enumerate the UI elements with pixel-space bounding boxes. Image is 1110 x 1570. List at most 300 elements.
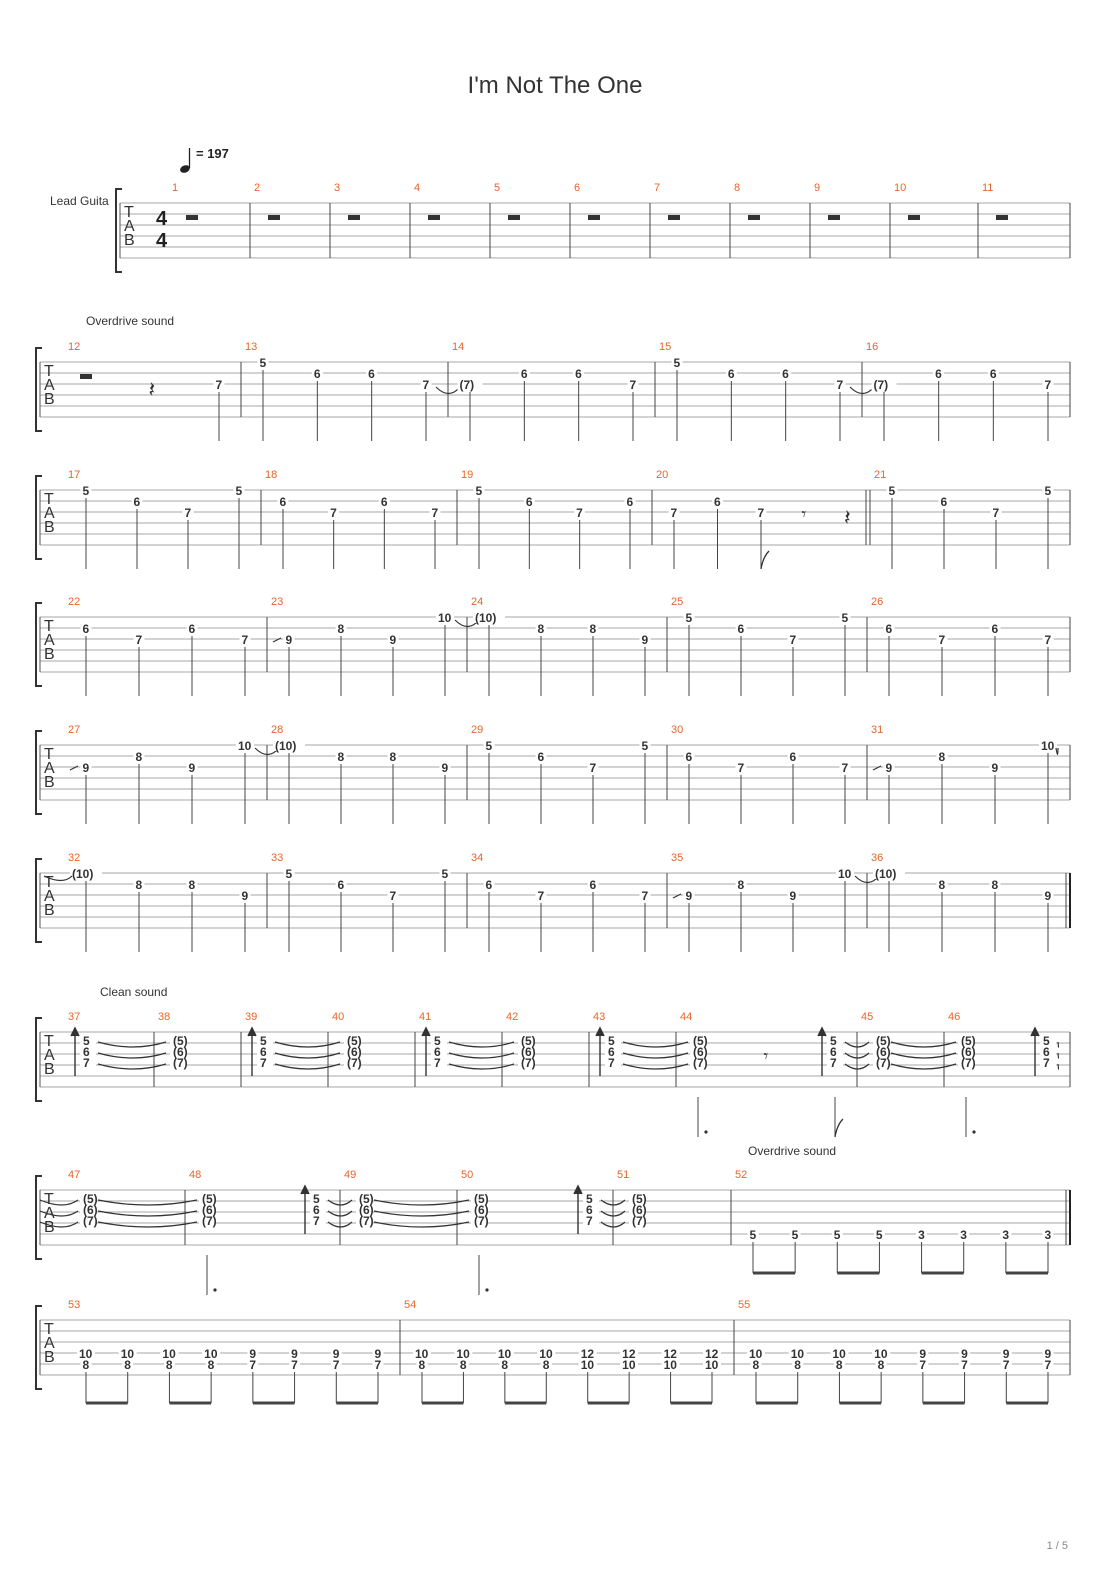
fret-number: 7 [260, 1056, 267, 1070]
fret-number: 10 [622, 1358, 636, 1372]
fret-number: 10 [162, 1347, 176, 1361]
half-rest [908, 215, 920, 220]
section-label: Overdrive sound [748, 1144, 837, 1158]
half-rest [428, 215, 440, 220]
fret-number: 6 [313, 367, 321, 381]
quarter-rest: 𝄽 [844, 505, 851, 530]
fret-number: 7 [919, 1358, 927, 1372]
staff-system [36, 859, 1070, 952]
tab-clef-letter: B [44, 646, 55, 663]
fret-number: 5 [673, 356, 681, 370]
measure-number: 2 [254, 182, 261, 194]
fret-number: (5) [83, 1192, 98, 1206]
measure-number: 42 [506, 1011, 519, 1023]
fret-number: 9 [285, 633, 293, 647]
fret-number: 6 [188, 622, 196, 636]
quarter-rest: 𝄽 [148, 377, 156, 402]
fret-number: 6 [727, 367, 735, 381]
fret-number: 5 [82, 484, 90, 498]
fret-number: 9 [685, 889, 693, 903]
measure-number: 21 [874, 469, 887, 481]
fret-number: 8 [877, 1358, 885, 1372]
tab-clef-letter: A [44, 1205, 55, 1222]
staff-bracket [36, 476, 42, 559]
staff-bracket [36, 731, 42, 814]
staff-bracket [36, 1176, 42, 1259]
fret-number: 5 [641, 739, 649, 753]
fret-number: 5 [235, 484, 243, 498]
half-rest [508, 215, 520, 220]
fret-number: 5 [749, 1228, 757, 1242]
fret-number: (5) [876, 1034, 891, 1048]
half-rest [996, 215, 1008, 220]
fret-number: 6 [380, 495, 388, 509]
fret-number: 5 [833, 1228, 841, 1242]
fret-number: 8 [589, 622, 597, 636]
fret-number: 6 [313, 1203, 320, 1217]
fret-number: 9 [885, 761, 893, 775]
fret-number: 5 [441, 867, 449, 881]
strum-up-arrow-icon [71, 1028, 79, 1076]
measure-number: 51 [617, 1169, 630, 1181]
fret-number: 6 [989, 367, 997, 381]
measure-number: 9 [814, 182, 821, 194]
fret-number: 8 [537, 622, 545, 636]
tab-clef-letter: T [44, 874, 54, 891]
fret-number: (5) [632, 1192, 647, 1206]
section-label: Overdrive sound [86, 314, 175, 328]
fret-number: 5 [485, 739, 493, 753]
fret-number: (5) [474, 1192, 489, 1206]
fret-number: (6) [347, 1045, 362, 1059]
staff-system [36, 348, 1070, 441]
tab-clef-letter: A [44, 632, 55, 649]
fret-number: 8 [542, 1358, 550, 1372]
measure-number: 11 [982, 182, 994, 194]
tab-clef-letter: T [44, 1321, 54, 1338]
measure-number: 36 [871, 852, 884, 864]
fret-number: 8 [389, 750, 397, 764]
fret-number: 8 [165, 1358, 173, 1372]
fret-number: (6) [876, 1045, 891, 1059]
fret-number: 6 [685, 750, 693, 764]
fret-number: 9 [1044, 889, 1052, 903]
measure-number: 37 [68, 1011, 81, 1023]
measure-number: 17 [68, 469, 81, 481]
fret-number: 6 [626, 495, 634, 509]
measure-number: 31 [871, 724, 884, 736]
fret-number: 6 [608, 1045, 615, 1059]
fret-number: 10 [749, 1347, 763, 1361]
tab-clef-letter: T [124, 204, 134, 221]
fret-number: 5 [83, 1034, 90, 1048]
fret-number: 10 [1041, 739, 1055, 753]
fret-number: 5 [888, 484, 896, 498]
measure-number: 6 [574, 182, 581, 194]
fret-number: 10 [705, 1358, 719, 1372]
fret-number: 6 [337, 878, 345, 892]
fret-number: 9 [249, 1347, 257, 1361]
fret-number: 10 [415, 1347, 429, 1361]
measure-number: 25 [671, 596, 684, 608]
fret-number: 10 [456, 1347, 470, 1361]
fret-number: 5 [313, 1192, 320, 1206]
fret-number: 7 [737, 761, 745, 775]
fret-number: 3 [960, 1228, 967, 1242]
staff-system [36, 1018, 1070, 1137]
measure-number: 10 [894, 182, 907, 194]
fret-number: 10 [238, 739, 252, 753]
fret-number: 6 [737, 622, 745, 636]
tempo-value: = 197 [196, 146, 229, 161]
strum-up-arrow-icon [301, 1186, 309, 1234]
fret-number: (7) [459, 378, 475, 392]
fret-number: (5) [693, 1034, 708, 1048]
fret-number: (6) [632, 1203, 647, 1217]
fret-number: 7 [789, 633, 797, 647]
fret-number: (7) [961, 1056, 976, 1070]
fret-number: 9 [1002, 1347, 1010, 1361]
fret-number: 7 [374, 1358, 382, 1372]
fret-number: (6) [693, 1045, 708, 1059]
fret-number: 7 [1044, 378, 1052, 392]
fret-number: (6) [359, 1203, 374, 1217]
fret-number: 8 [938, 750, 946, 764]
fret-number: 7 [184, 506, 192, 520]
half-rest [348, 215, 360, 220]
fret-number: (10) [275, 739, 297, 753]
fret-number: 6 [133, 495, 141, 509]
measure-number: 16 [866, 341, 879, 353]
fret-number: 6 [830, 1045, 837, 1059]
fret-number: (5) [961, 1034, 976, 1048]
tab-clef-letter: A [44, 1047, 55, 1064]
time-signature-bottom: 4 [156, 230, 168, 252]
measure-number: 47 [68, 1169, 81, 1181]
measure-number: 38 [158, 1011, 171, 1023]
fret-number: 10 [497, 1347, 512, 1361]
fret-number: 9 [374, 1347, 382, 1361]
fret-number: 8 [835, 1358, 843, 1372]
fret-number: 8 [135, 750, 143, 764]
fret-number: 5 [586, 1192, 593, 1206]
section-label: Clean sound [100, 985, 168, 999]
fret-number: (7) [173, 1056, 188, 1070]
fret-number: 8 [124, 1358, 131, 1372]
fret-number: 5 [260, 1034, 267, 1048]
half-rest [186, 215, 198, 220]
fret-number: (7) [521, 1056, 536, 1070]
half-rest [668, 215, 680, 220]
instrument-name: Lead Guita [50, 194, 109, 208]
fret-number: (6) [173, 1045, 188, 1059]
fret-number: 10 [79, 1347, 93, 1361]
fret-number: 7 [641, 889, 649, 903]
strum-up-arrow-icon [422, 1028, 430, 1076]
fret-number: (7) [347, 1056, 362, 1070]
measure-number: 23 [271, 596, 284, 608]
measure-number: 26 [871, 596, 884, 608]
measure-number: 35 [671, 852, 684, 864]
fret-number: 7 [670, 506, 678, 520]
fret-number: 6 [782, 367, 789, 381]
tab-clef-letter: A [44, 760, 55, 777]
measure-number: 46 [948, 1011, 961, 1023]
fret-number: 10 [204, 1347, 218, 1361]
fret-number: (7) [876, 1056, 891, 1070]
measure-number: 28 [271, 724, 284, 736]
fret-number: 10 [120, 1347, 135, 1361]
fret-number: 8 [337, 622, 345, 636]
fret-number: 6 [279, 495, 287, 509]
measure-number: 45 [861, 1011, 874, 1023]
fret-number: 7 [135, 633, 143, 647]
staff-system [36, 476, 1070, 569]
fret-number: 10 [790, 1347, 805, 1361]
measure-number: 19 [461, 469, 474, 481]
fret-number: (7) [474, 1214, 489, 1228]
measure-number: 22 [68, 596, 81, 608]
measure-number: 43 [593, 1011, 606, 1023]
fret-number: 6 [589, 878, 597, 892]
tie-arc [1058, 1053, 1059, 1058]
fret-number: 7 [83, 1056, 90, 1070]
fret-number: 7 [241, 633, 249, 647]
measure-number: 12 [68, 341, 81, 353]
fret-number: 7 [215, 378, 223, 392]
staff-system [36, 731, 1070, 824]
fret-number: (5) [347, 1034, 362, 1048]
measure-number: 34 [471, 852, 484, 864]
fret-number: 9 [991, 761, 999, 775]
fret-number: 7 [757, 506, 765, 520]
fret-number: 9 [291, 1347, 298, 1361]
page-number: 1 / 5 [1046, 1540, 1068, 1552]
measure-number: 20 [656, 469, 669, 481]
measure-number: 7 [654, 182, 661, 194]
tab-clef-letter: A [44, 888, 55, 905]
staff-system [36, 1306, 1070, 1403]
fret-number: 12 [705, 1347, 719, 1361]
augmentation-dot [485, 1288, 488, 1291]
tab-clef-letter: B [44, 391, 55, 408]
fret-number: (10) [875, 867, 897, 881]
fret-number: 5 [685, 611, 693, 625]
fret-number: 7 [576, 506, 583, 520]
fret-number: 9 [188, 761, 196, 775]
staff-system [36, 1176, 1070, 1295]
tab-clef-letter: B [124, 232, 135, 249]
fret-number: 7 [1002, 1358, 1010, 1372]
fret-number: 5 [285, 867, 293, 881]
fret-number: 9 [332, 1347, 340, 1361]
measure-number: 27 [68, 724, 81, 736]
strum-up-arrow-icon [248, 1028, 256, 1076]
fret-number: (5) [202, 1192, 217, 1206]
fret-number: 8 [991, 878, 999, 892]
measure-number: 54 [404, 1299, 417, 1311]
measure-number: 4 [414, 182, 421, 194]
strum-up-arrow-icon [574, 1186, 582, 1234]
fret-number: 7 [1044, 633, 1052, 647]
fret-number: 7 [249, 1358, 257, 1372]
staff-bracket [36, 859, 42, 942]
fret-number: 6 [83, 1045, 90, 1059]
fret-number: 10 [438, 611, 452, 625]
strum-up-arrow-icon [1031, 1028, 1039, 1076]
fret-number: 7 [1043, 1056, 1050, 1070]
fret-number: 6 [525, 495, 533, 509]
fret-number: (10) [72, 867, 94, 881]
fret-number: 6 [1043, 1045, 1050, 1059]
fret-number: 6 [885, 622, 893, 636]
measure-number: 55 [738, 1299, 751, 1311]
fret-number: 6 [940, 495, 948, 509]
measure-number: 33 [271, 852, 284, 864]
fret-number: 9 [641, 633, 649, 647]
fret-number: 8 [82, 1358, 90, 1372]
tab-clef-letter: B [44, 1061, 55, 1078]
fret-number: 3 [1002, 1228, 1010, 1242]
measure-number: 44 [680, 1011, 693, 1023]
fret-number: 12 [622, 1347, 636, 1361]
time-signature-top: 4 [156, 208, 168, 230]
fret-number: 6 [520, 367, 528, 381]
fret-number: 7 [608, 1056, 615, 1070]
half-rest [828, 215, 840, 220]
staff-bracket [36, 1306, 42, 1389]
fret-number: 7 [629, 378, 637, 392]
half-rest [268, 215, 280, 220]
tab-clef-letter: T [44, 1191, 54, 1208]
fret-number: 3 [918, 1228, 925, 1242]
tab-clef-letter: B [44, 1219, 55, 1236]
fret-number: 7 [961, 1358, 968, 1372]
fret-number: 7 [332, 1358, 340, 1372]
fret-number: (5) [359, 1192, 374, 1206]
fret-number: 9 [919, 1347, 927, 1361]
tab-clef-letter: T [44, 746, 54, 763]
fret-number: 8 [188, 878, 196, 892]
fret-number: 9 [441, 761, 449, 775]
fret-number: 7 [586, 1214, 593, 1228]
measure-number: 14 [452, 341, 465, 353]
fret-number: 7 [422, 378, 430, 392]
measure-number: 52 [735, 1169, 748, 1181]
fret-number: 7 [431, 506, 439, 520]
fret-number: (7) [359, 1214, 374, 1228]
staff-bracket [36, 603, 42, 686]
staff-bracket [36, 1018, 42, 1101]
fret-number: (7) [693, 1056, 708, 1070]
fret-number: (10) [475, 611, 497, 625]
fret-number: 6 [434, 1045, 441, 1059]
measure-number: 48 [189, 1169, 202, 1181]
fret-number: 9 [241, 889, 249, 903]
measure-number: 15 [659, 341, 672, 353]
tab-clef-letter: T [44, 363, 54, 380]
fret-number: 9 [389, 633, 397, 647]
fret-number: 7 [841, 761, 849, 775]
fret-number: 7 [313, 1214, 320, 1228]
fret-number: 6 [537, 750, 545, 764]
fret-number: 7 [291, 1358, 298, 1372]
fret-number: 9 [82, 761, 90, 775]
fret-number: 12 [663, 1347, 677, 1361]
fret-number: 6 [260, 1045, 267, 1059]
eighth-flag [761, 551, 769, 569]
tab-clef-letter: B [44, 774, 55, 791]
eighth-rest: 𝄾 [801, 504, 807, 524]
fret-number: 7 [330, 506, 337, 520]
tab-clef-letter: B [44, 519, 55, 536]
fret-number: 8 [794, 1358, 801, 1372]
fret-number: 7 [1044, 1358, 1052, 1372]
fret-number: 6 [82, 622, 90, 636]
measure-number: 8 [734, 182, 741, 194]
fret-number: 5 [1043, 1034, 1050, 1048]
fret-number: 10 [838, 867, 852, 881]
measure-number: 18 [265, 469, 278, 481]
measure-number: 13 [245, 341, 258, 353]
fret-number: 6 [368, 367, 375, 381]
fret-number: 8 [337, 750, 345, 764]
augmentation-dot [213, 1288, 216, 1291]
fret-number: 10 [874, 1347, 888, 1361]
half-rest [588, 215, 600, 220]
measure-number: 49 [344, 1169, 357, 1181]
eighth-rest: 𝄾 [763, 1046, 769, 1066]
fret-number: (5) [521, 1034, 536, 1048]
fret-number: 6 [991, 622, 999, 636]
fret-number: 7 [836, 378, 844, 392]
fret-number: 5 [434, 1034, 441, 1048]
measure-number: 1 [172, 182, 179, 194]
tab-clef-letter: T [44, 618, 54, 635]
fret-number: 5 [259, 356, 267, 370]
fret-number: 8 [752, 1358, 760, 1372]
score-title: I'm Not The One [467, 72, 643, 99]
half-rest [748, 215, 760, 220]
fret-number: 5 [1044, 484, 1052, 498]
fret-number: 8 [418, 1358, 426, 1372]
staff-bracket [36, 348, 42, 431]
fret-number: (6) [202, 1203, 217, 1217]
fret-number: 12 [580, 1347, 595, 1361]
fret-number: 8 [135, 878, 143, 892]
measure-number: 50 [461, 1169, 474, 1181]
staff-system [36, 603, 1070, 696]
fret-number: 6 [575, 367, 582, 381]
half-rest [80, 374, 92, 379]
measure-number: 41 [419, 1011, 432, 1023]
tab-clef-letter: A [44, 377, 55, 394]
fret-number: (7) [83, 1214, 98, 1228]
fret-number: 10 [580, 1358, 595, 1372]
measure-number: 39 [245, 1011, 258, 1023]
fret-number: 6 [935, 367, 942, 381]
fret-number: 6 [485, 878, 493, 892]
measure-number: 5 [494, 182, 501, 194]
fret-number: 8 [459, 1358, 467, 1372]
measure-number: 32 [68, 852, 81, 864]
tie-arc [1058, 1042, 1059, 1047]
fret-number: (7) [202, 1214, 217, 1228]
tie-arc [1058, 1064, 1059, 1069]
fret-number: (6) [83, 1203, 98, 1217]
strum-up-arrow-icon [596, 1028, 604, 1076]
measure-number: 30 [671, 724, 684, 736]
